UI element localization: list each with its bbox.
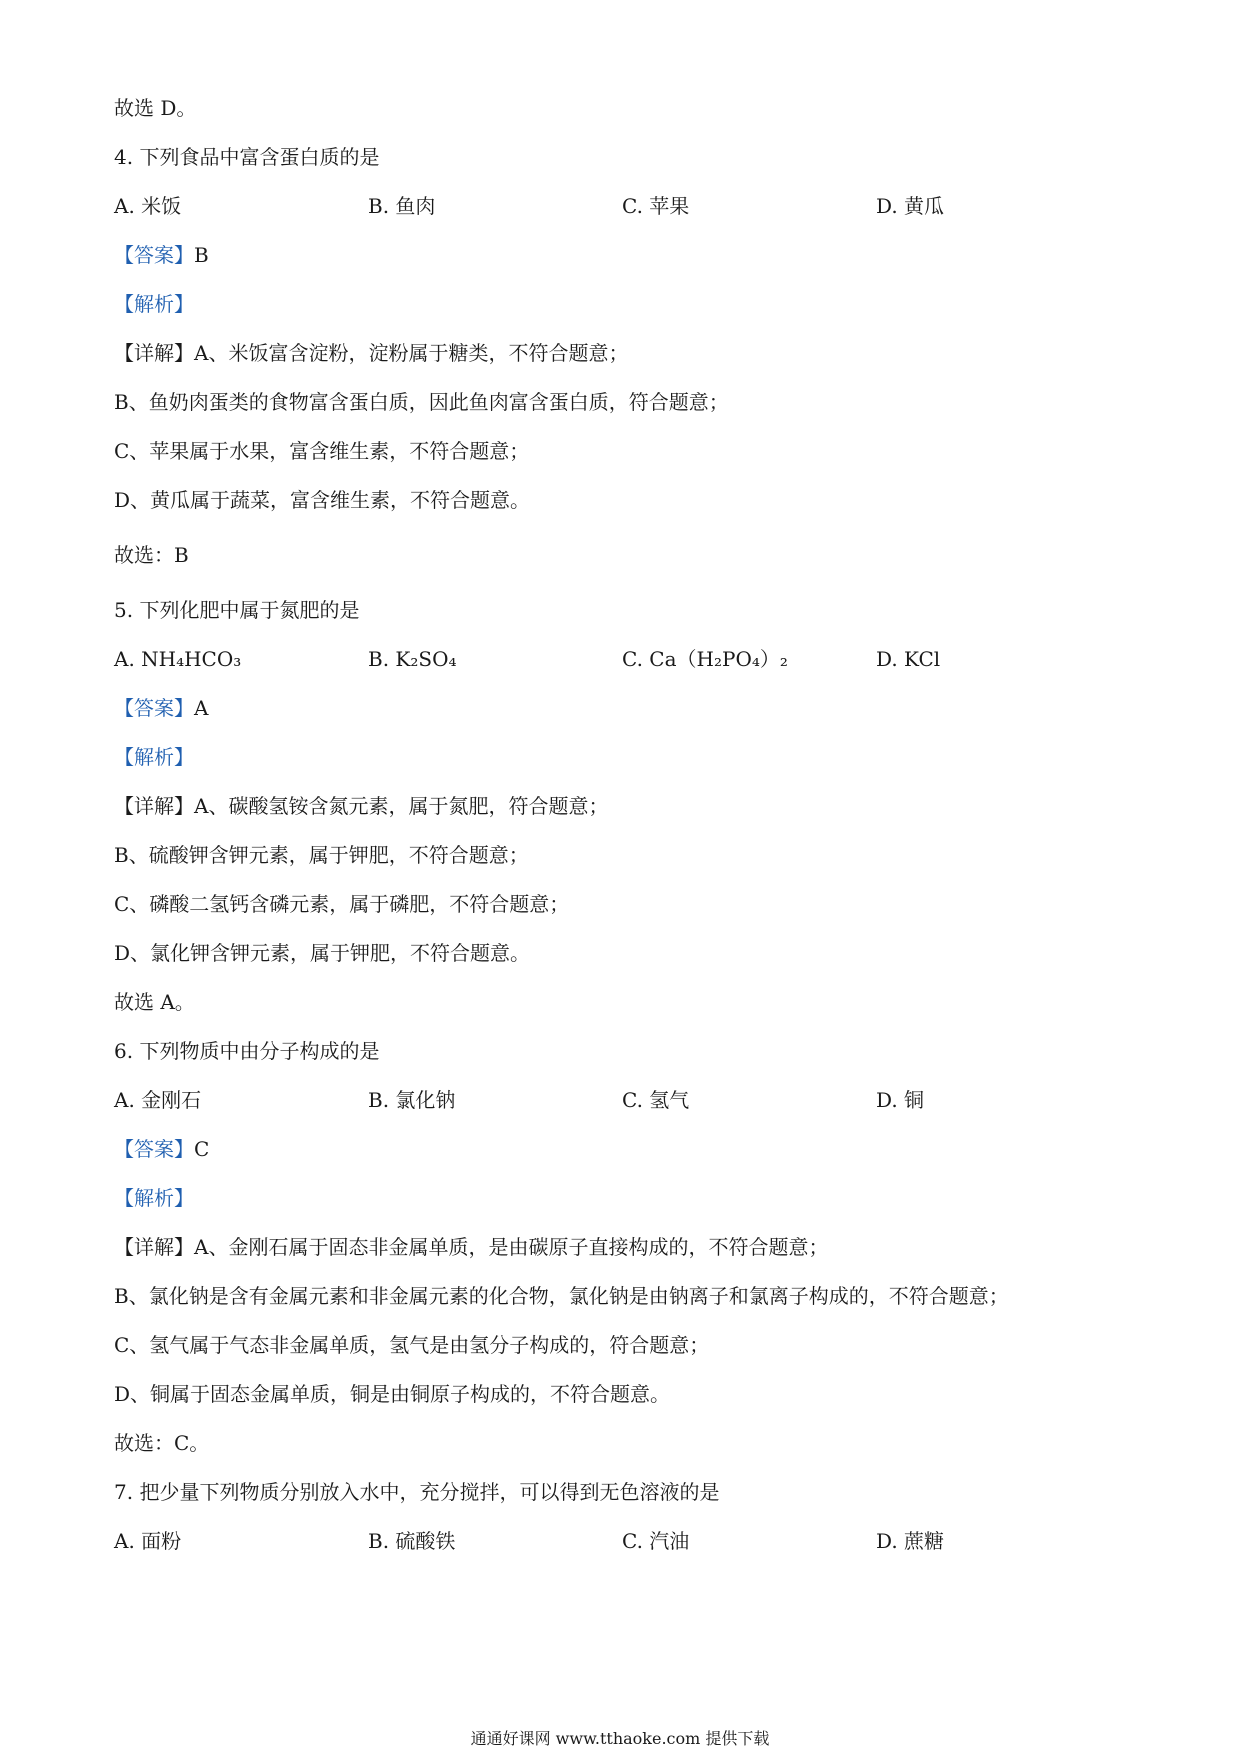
detail-line: C、氢气属于气态非金属单质，氢气是由氢分子构成的，符合题意； — [114, 1333, 710, 1357]
question-5: 5. 下列化肥中属于氮肥的是 — [114, 598, 360, 622]
answer — [114, 696, 1124, 720]
detail-line: 【详解】A、碳酸氢铵含氮元素，属于氮肥，符合题意； — [114, 794, 609, 818]
document-body — [114, 96, 1124, 1578]
detail-line: B、鱼奶肉蛋类的食物富含蛋白质，因此鱼肉富含蛋白质，符合题意； — [114, 390, 729, 414]
detail-line: B、氯化钠是含有金属元素和非金属元素的化合物，氯化钠是由钠离子和氯离子构成的，不符合题意； — [114, 1284, 1009, 1308]
question-7: 7. 把少量下列物质分别放入水中，充分搅拌，可以得到无色溶液的是 — [114, 1480, 720, 1504]
question-5-options — [114, 647, 1124, 671]
analysis-tag: 【解析】 — [114, 292, 194, 316]
option: D. 铜 — [876, 1088, 925, 1112]
detail-line: B、硫酸钾含钾元素，属于钾肥，不符合题意； — [114, 843, 529, 867]
option: A. 面粉 — [114, 1529, 182, 1553]
answer — [114, 1137, 1124, 1161]
analysis-tag: 【解析】 — [114, 1186, 194, 1210]
option: C. 汽油 — [622, 1529, 690, 1553]
analysis-tag: 【解析】 — [114, 745, 194, 769]
conclusion: 故选：C。 — [114, 1431, 210, 1455]
conclusion: 故选：B — [114, 543, 189, 567]
answer-tag: 【答案】 — [114, 243, 194, 267]
question-4: 4. 下列食品中富含蛋白质的是 — [114, 145, 380, 169]
answer — [114, 243, 1124, 267]
detail-line: 【详解】A、米饭富含淀粉，淀粉属于糖类，不符合题意； — [114, 341, 629, 365]
detail-line: D、铜属于固态金属单质，铜是由铜原子构成的，不符合题意。 — [114, 1382, 671, 1406]
answer-value: C — [194, 1137, 210, 1161]
detail-line: C、磷酸二氢钙含磷元素，属于磷肥，不符合题意； — [114, 892, 570, 916]
detail-tag: 【详解】 — [114, 1235, 194, 1259]
detail-tag: 【详解】 — [114, 341, 194, 365]
answer-tag: 【答案】 — [114, 1137, 194, 1161]
option: B. 氯化钠 — [368, 1088, 456, 1112]
option: C. Ca（H₂PO₄）₂ — [622, 647, 788, 671]
option: B. 鱼肉 — [368, 194, 436, 218]
question-4-options — [114, 194, 1124, 218]
option: B. K₂SO₄ — [368, 647, 457, 671]
answer-value: B — [194, 243, 209, 267]
conclusion: 故选 A。 — [114, 990, 195, 1014]
detail-line: D、氯化钾含钾元素，属于钾肥，不符合题意。 — [114, 941, 531, 965]
detail-line: C、苹果属于水果，富含维生素，不符合题意； — [114, 439, 530, 463]
answer-value: A — [194, 696, 209, 720]
question-6: 6. 下列物质中由分子构成的是 — [114, 1039, 380, 1063]
detail-line: 【详解】A、金刚石属于固态非金属单质，是由碳原子直接构成的，不符合题意； — [114, 1235, 829, 1259]
option: A. 米饭 — [114, 194, 182, 218]
option: D. 黄瓜 — [876, 194, 945, 218]
option: A. 金刚石 — [114, 1088, 202, 1112]
detail-line: D、黄瓜属于蔬菜，富含维生素，不符合题意。 — [114, 488, 531, 512]
option: C. 苹果 — [622, 194, 690, 218]
option: A. NH₄HCO₃ — [114, 647, 242, 671]
footer-watermark: 通通好课网 www.tthaoke.com 提供下载 — [470, 1729, 770, 1748]
option: D. KCl — [876, 647, 941, 671]
question-7-options — [114, 1529, 1124, 1553]
answer-tag: 【答案】 — [114, 696, 194, 720]
option: D. 蔗糖 — [876, 1529, 945, 1553]
previous-conclusion: 故选 D。 — [114, 96, 197, 120]
detail-tag: 【详解】 — [114, 794, 194, 818]
option: B. 硫酸铁 — [368, 1529, 456, 1553]
option: C. 氢气 — [622, 1088, 690, 1112]
question-6-options — [114, 1088, 1124, 1112]
